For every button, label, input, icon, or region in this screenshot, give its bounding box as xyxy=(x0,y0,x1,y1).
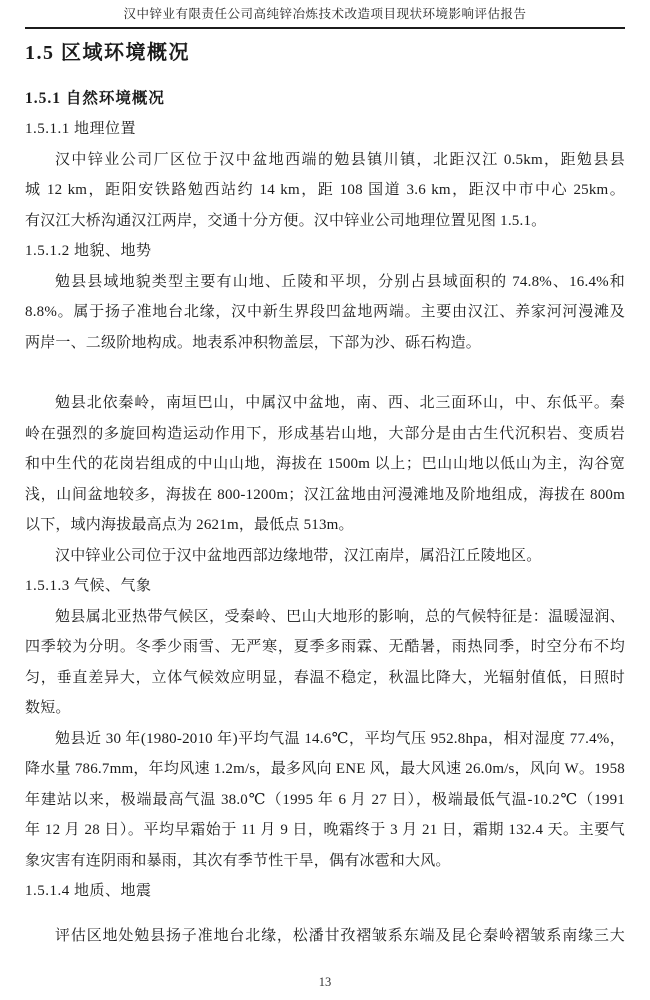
paragraph-landform-1 xyxy=(25,267,625,359)
body-line: 浅，山间盆地较多，海拔在 800-1200m；汉江盆地由河漫滩地及阶地组成，海拔在 800m xyxy=(25,486,625,503)
body-line: 勉县北依秦岭，南垣巴山，中属汉中盆地，南、西、北三面环山，中、东低平。秦 xyxy=(55,395,625,411)
paragraph-climate-2 xyxy=(25,724,625,877)
body-line: 两岸一、二级阶地构成。地表系冲积物盖层，下部为沙、砾石构造。 xyxy=(25,334,482,351)
body-line: 以下，域内海拔最高点为 2621m，最低点 513m。 xyxy=(25,517,354,533)
body-line: 年建站以来，极端最高气温 38.0℃（1995 年 6 月 27 日），极端最低气温-10.2℃（1991 xyxy=(25,791,625,808)
paragraph-gap xyxy=(25,358,625,388)
section-heading: 1.5.1 自然环境概况 xyxy=(25,90,165,107)
subsection-heading-landform: 1.5.1.2 地貌、地势 xyxy=(25,243,152,259)
report-title: 汉中锌业有限责任公司高纯锌冶炼技术改造项目现状环境影响评估报告 xyxy=(123,7,527,21)
body-line: 8.8%。属于扬子准地台北缘，汉中新生界段凹盆地两端。主要由汉江、养家河河漫滩及 xyxy=(25,304,625,320)
body-line: 城 12 km，距阳安铁路勉西站约 14 km，距 108 国道 3.6 km，距汉中市中心 25km。 xyxy=(25,182,625,198)
body-line: 四季较为分明。冬季少雨雪、无严寒，夏季多雨霖、无酷暑，雨热同季，时空分布不均 xyxy=(25,639,625,655)
subsection-heading-geology: 1.5.1.4 地质、地震 xyxy=(25,883,152,899)
chapter-heading: 1.5 区域环境概况 xyxy=(25,42,190,64)
body-line: 勉县县域地貌类型主要有山地、丘陵和平坝，分别占县域面积的 74.8%、16.4%和 xyxy=(55,273,625,290)
body-line: 匀，垂直差异大，立体气候效应明显，春温不稳定，秋温比降大，光辐射值低，日照时 xyxy=(25,669,625,686)
body-line: 汉中锌业公司厂区位于汉中盆地西端的勉县镇川镇，北距汉江 0.5km，距勉县县 xyxy=(55,151,625,168)
paragraph-landform-3 xyxy=(25,541,625,572)
body-line: 汉中锌业公司位于汉中盆地西部边缘地带，汉江南岸，属沿江丘陵地区。 xyxy=(55,547,542,564)
body-line: 数短。 xyxy=(25,700,71,716)
subsection-heading-climate: 1.5.1.3 气候、气象 xyxy=(25,578,152,594)
body-line: 勉县近 30 年(1980-2010 年)平均气温 14.6℃，平均气压 952.8hpa，相对湿度 77.4%， xyxy=(55,730,625,747)
body-line: 岭在强烈的多旋回构造运动作用下，形成基岩山地，大部分是由古生代沉积岩、变质岩 xyxy=(25,425,625,442)
body-line: 降水量 786.7mm，年均风速 1.2m/s，最多风向 ENE 风，最大风速 26.0m/s，风向 W。1958 xyxy=(25,761,625,777)
body-line: 评估区地处勉县扬子准地台北缘，松潘甘孜褶皱系东端及昆仑秦岭褶皱系南缘三大 xyxy=(55,927,625,944)
paragraph-landform-2 xyxy=(25,388,625,541)
paragraph-climate-1 xyxy=(25,602,625,724)
body-line: 年 12 月 28 日）。平均早霜始于 11 月 9 日，晚霜终于 3 月 21 日，霜期 132.4 天。主要气 xyxy=(25,822,625,838)
body-line: 和中生代的花岗岩组成的中山山地，海拔在 1500m 以上；巴山山地以低山为主，沟谷宽 xyxy=(25,456,625,472)
running-header xyxy=(25,0,625,29)
body-line: 象灾害有连阴雨和暴雨，其次有季节性干旱，偶有冰雹和大风。 xyxy=(25,852,451,869)
body-line: 勉县属北亚热带气候区，受秦岭、巴山大地形的影响，总的气候特征是：温暖湿润、 xyxy=(55,608,625,625)
page-number: 13 xyxy=(318,975,332,989)
body-line: 有汉江大桥沟通汉江两岸，交通十分方便。汉中锌业公司地理位置见图 1.5.1。 xyxy=(25,212,547,229)
subsection-heading-geography: 1.5.1.1 地理位置 xyxy=(25,121,137,137)
paragraph-geography xyxy=(25,145,625,237)
paragraph-geology xyxy=(25,921,625,952)
